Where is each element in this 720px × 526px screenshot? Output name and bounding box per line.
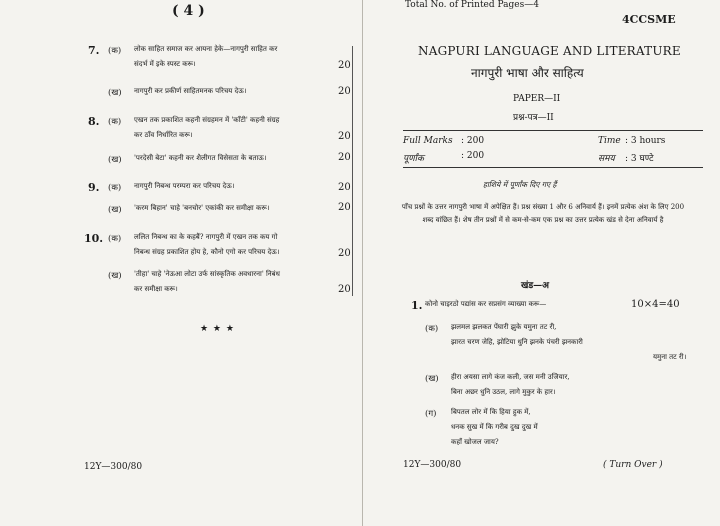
margin-note: हाशिये में पूर्णांक दिए गए हैं [483,180,557,189]
q1c-line3: कहाँ खोजल जाय? [451,438,499,446]
q7b-marks: 20 [338,86,351,97]
footer-code: 12Y—300/80 [84,462,143,472]
samay-value: : 3 घण्टे [625,154,654,164]
q10a-line2: निबन्ध संग्रह प्रकाशित होय हे, कौनो एगो कर परिचय देऊ। [134,248,280,256]
paper-hindi: प्रश्न-पत्र—II [513,113,554,123]
full-marks-value: : 200 [461,136,485,146]
q1b-line2: बिना अछर धुनि उठल, लागे मुकुर के हार। [451,388,556,396]
question-10-number: 10. [84,232,104,245]
q1a-line1: झलमल झलकत पेंघारी झुके यमुना तट री, [451,323,557,331]
q9a-label: (क) [108,183,122,193]
question-1-text: कोनो चाइरठो पद्यांस कर सप्रसंग व्याख्या करू— [425,300,547,308]
end-mark: ★ ★ ★ [200,324,235,334]
q1b-line1: हीरा अयसा लागे कंज कली, जस मनी उजियार, [451,373,570,381]
divider-bottom [403,167,703,168]
q10a-line1: ललित निबन्ध का के कहबैं? नागपुरी में एखन तक कय गो [134,233,278,241]
q1b-label: (ख) [425,374,439,384]
q9b-label: (ख) [108,205,122,215]
question-1-marks: 10×4=40 [631,299,680,310]
q10b-line2: कर समीक्षा करू। [134,285,178,293]
q1c-line1: बिपतल लोर में कि हिया हुक में, [451,408,531,416]
question-8-number: 8. [88,115,100,128]
purnank-value: : 200 [461,151,485,161]
q7b-label: (ख) [108,88,122,98]
right-page [363,0,720,526]
footer-code: 12Y—300/80 [403,460,462,470]
q8a-line1: एखन तक प्रकाशित कहनी संग्रहमन में 'काँटी' कहनी संग्रह [134,116,280,124]
total-pages: Total No. of Printed Pages—4 [405,0,539,10]
time-value: : 3 hours [625,136,666,146]
q9b-line1: 'करम बिहान' चाहे 'बनचोर' एकांकी कर समीक्षा करू। [134,204,270,212]
section-heading: खंड—अ [521,281,550,291]
title-english: NAGPURI LANGUAGE AND LITERATURE [418,44,681,58]
q9b-marks: 20 [338,202,351,213]
q8a-marks: 20 [338,131,351,142]
q9a-line1: नागपुरी निबन्ध परम्परा कर परिचय देऊ। [134,182,235,190]
question-7-number: 7. [88,44,100,57]
q1a-label: (क) [425,324,439,334]
q10b-label: (ख) [108,271,122,281]
title-hindi: नागपुरी भाषा और साहित्य [471,66,584,80]
q10a-label: (क) [108,234,122,244]
purnank-label: पूर्णांक [403,154,424,164]
q8b-line1: 'परदेसी बेटा' कहनी कर शैलीगत विसेसता के बताऊ। [134,154,267,162]
samay-label: समय [598,154,615,164]
instructions: पाँच प्रश्नों के उत्तर नागपुरी भाषा में अपेक्षित हैं। प्रश्न संख्या 1 और 6 अनिवार्य हैं। इनमें प्रत्येक अंश के लिए 200 शब्द वांछित हैं। शेष तीन प्रश्नों में से कम-से-कम एक प्रश्न का उत्तर प्रत्येक खंड से देना अनिवार्य है [401,203,685,224]
divider-top [403,130,703,131]
q1c-line2: धनक सुख में कि गरीब दुख दुख में [451,423,538,431]
q7a-line1: लोक साहित समाज कर आयना हेके—नागपुरी साहित कर [134,45,278,53]
q10a-marks: 20 [338,248,351,259]
q8a-label: (क) [108,117,122,127]
q8b-label: (ख) [108,155,122,165]
time-label: Time [598,136,621,146]
q7a-marks: 20 [338,60,351,71]
q9a-marks: 20 [338,182,351,193]
q1a-line2: झारत चरण जेहि, झोटिया धुनि झनके पंचरी झनकारी [451,338,583,346]
paper-english: PAPER—II [513,94,561,104]
q7a-label: (क) [108,46,122,56]
margin-rule [352,46,353,296]
question-9-number: 9. [88,181,100,194]
q1c-label: (ग) [425,409,437,419]
q10b-marks: 20 [338,284,351,295]
q8b-marks: 20 [338,152,351,163]
paper-code: 4CCSME [622,13,676,26]
turn-over: ( Turn Over ) [603,460,663,470]
q1a-line3: यमुना तट री। [653,353,687,361]
q10b-line1: 'तीहा' चाहे 'नेऊआ लोटा उर्फ सांस्कृतिक अवधारना' निबंध [134,270,280,278]
question-1-number: 1. [411,299,423,312]
q7a-line2: संदर्भ में इके स्पस्ट करू। [134,60,196,68]
page-number: ( 4 ) [172,3,205,19]
q7b-line1: नागपुरी कर प्रकीर्ण साहितमनक परिचय देऊ। [134,87,247,95]
q8a-line2: कर ठाँव निर्धारित करू। [134,131,193,139]
full-marks-label: Full Marks [403,136,453,146]
